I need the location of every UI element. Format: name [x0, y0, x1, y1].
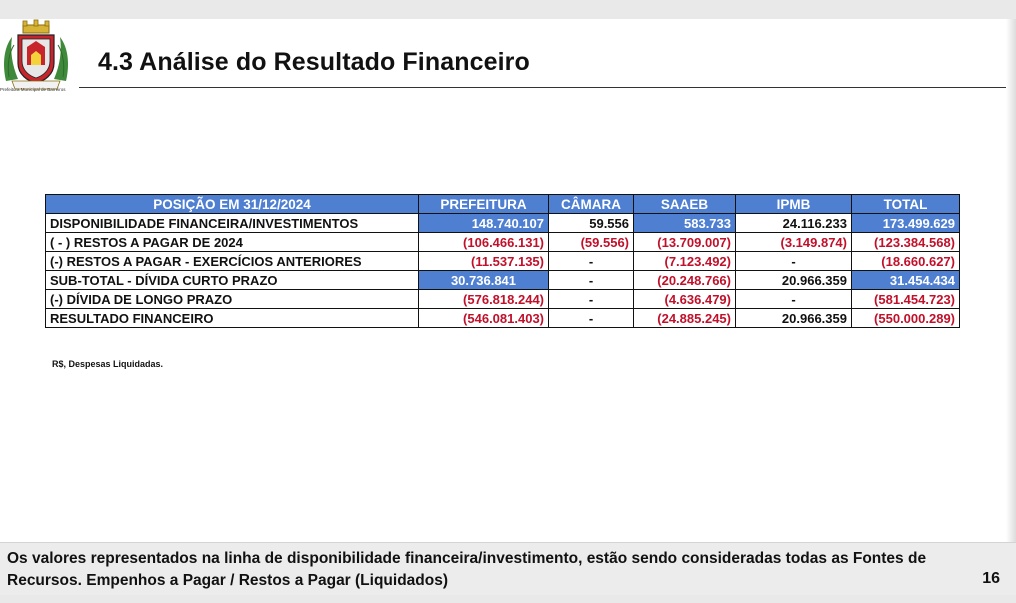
cell-camara: -	[549, 309, 634, 328]
cell-saaeb: (20.248.766)	[634, 271, 736, 290]
header-camara: CÂMARA	[549, 195, 634, 214]
cell-total: (581.454.723)	[852, 290, 960, 309]
cell-saaeb: 583.733	[634, 214, 736, 233]
cell-total: 173.499.629	[852, 214, 960, 233]
table-row	[46, 309, 960, 328]
header-ipmb: IPMB	[736, 195, 852, 214]
cell-total: (123.384.568)	[852, 233, 960, 252]
cell-camara: 59.556	[549, 214, 634, 233]
cell-camara: -	[549, 252, 634, 271]
cell-total: (550.000.289)	[852, 309, 960, 328]
logo-caption: Prefeitura Municipal de Barreiros	[0, 87, 66, 92]
cell-camara: (59.556)	[549, 233, 634, 252]
cell-ipmb: -	[736, 252, 852, 271]
slide	[0, 19, 1016, 595]
cell-prefeitura: (576.818.244)	[419, 290, 549, 309]
table-row	[46, 214, 960, 233]
cell-ipmb: 20.966.359	[736, 271, 852, 290]
cell-prefeitura: (106.466.131)	[419, 233, 549, 252]
footer-line-1: Os valores representados na linha de disponibilidade financeira/investimento, estão sendo consideradas todas as Fontes de	[7, 550, 927, 567]
cell-saaeb: (7.123.492)	[634, 252, 736, 271]
cell-ipmb: (3.149.874)	[736, 233, 852, 252]
table-note: R$, Despesas Liquidadas.	[52, 359, 164, 369]
cell-saaeb: (13.709.007)	[634, 233, 736, 252]
cell-saaeb: (24.885.245)	[634, 309, 736, 328]
cell-ipmb: -	[736, 290, 852, 309]
table-row	[46, 271, 960, 290]
header-saaeb: SAAEB	[634, 195, 736, 214]
cell-prefeitura: 148.740.107	[419, 214, 549, 233]
cell-ipmb: 20.966.359	[736, 309, 852, 328]
page-number: 16	[982, 570, 1000, 587]
table-row	[46, 252, 960, 271]
cell-prefeitura: 30.736.841	[419, 271, 549, 290]
footer-text	[7, 548, 1016, 592]
footer-line-2: Recursos. Empenhos a Pagar / Restos a Pagar (Liquidados)	[7, 572, 449, 589]
title-underline	[79, 87, 1016, 88]
row-label: (-) RESTOS A PAGAR - EXERCÍCIOS ANTERIORES	[46, 252, 419, 271]
header-total: TOTAL	[852, 195, 960, 214]
cell-camara: -	[549, 271, 634, 290]
row-label: RESULTADO FINANCEIRO	[46, 309, 419, 328]
header-prefeitura: PREFEITURA	[419, 195, 549, 214]
cell-prefeitura: (546.081.403)	[419, 309, 549, 328]
financial-result-table	[45, 194, 960, 328]
slide-edge-shadow	[1006, 19, 1016, 595]
cell-camara: -	[549, 290, 634, 309]
header-position: POSIÇÃO EM 31/12/2024	[46, 195, 419, 214]
cell-saaeb: (4.636.479)	[634, 290, 736, 309]
cell-prefeitura: (11.537.135)	[419, 252, 549, 271]
row-label: DISPONIBILIDADE FINANCEIRA/INVESTIMENTOS	[46, 214, 419, 233]
row-label: (-) DÍVIDA DE LONGO PRAZO	[46, 290, 419, 309]
row-label: ( - ) RESTOS A PAGAR DE 2024	[46, 233, 419, 252]
table-row	[46, 290, 960, 309]
page-title: 4.3 Análise do Resultado Financeiro	[98, 48, 530, 76]
table-row	[46, 233, 960, 252]
cell-ipmb: 24.116.233	[736, 214, 852, 233]
row-label: SUB-TOTAL - DÍVIDA CURTO PRAZO	[46, 271, 419, 290]
table-header-row	[46, 195, 960, 214]
cell-total: 31.454.434	[852, 271, 960, 290]
cell-total: (18.660.627)	[852, 252, 960, 271]
footer	[0, 542, 1016, 595]
